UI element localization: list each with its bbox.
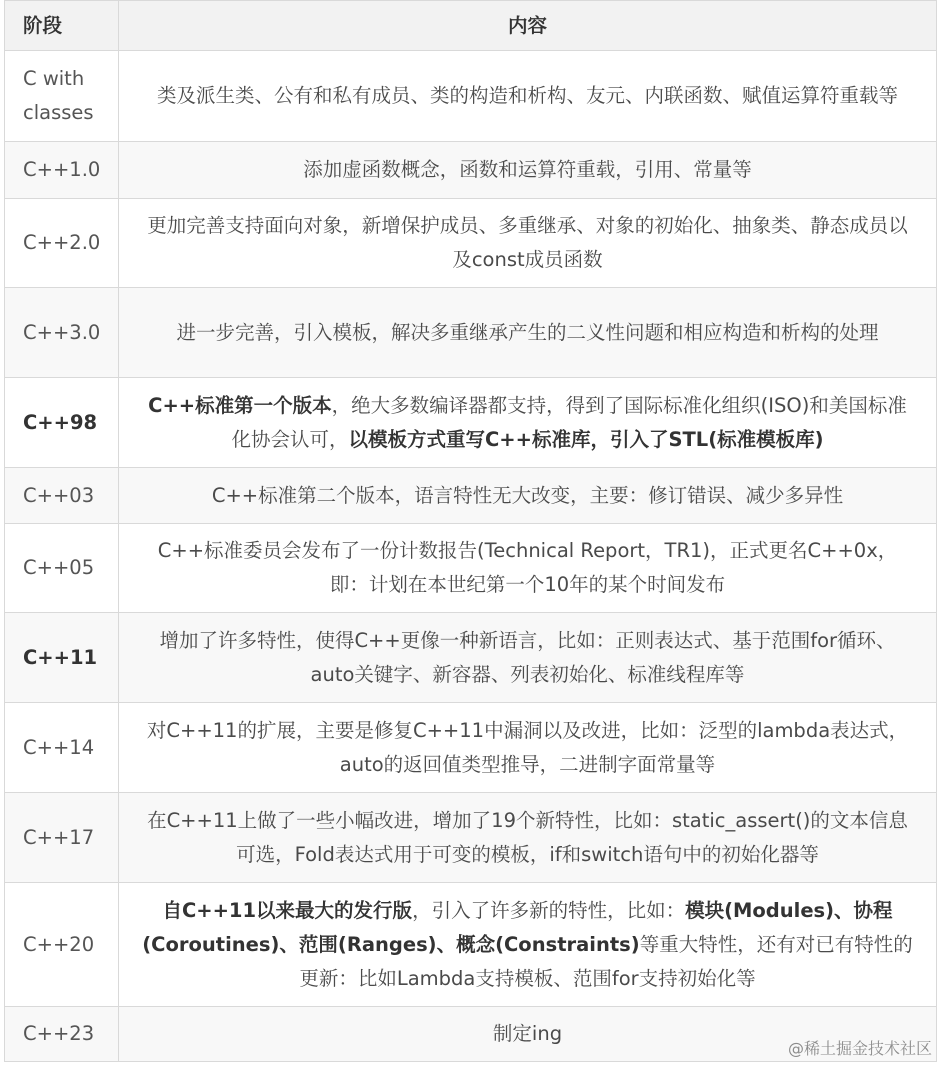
table-row <box>5 613 937 703</box>
content-emphasis: 以模板方式重写C++标准库，引入了STL(标准模板库) <box>348 427 824 451</box>
cpp-history-table <box>4 0 937 1062</box>
stage-cell: C++3.0 <box>5 288 119 378</box>
content-cell <box>119 288 937 378</box>
content-text: 等重大特性，还有对已有特性的更新：比如Lambda支持模板、范围for支持初始化等 <box>299 932 913 990</box>
stage-cell: C++98 <box>5 378 119 468</box>
table-row <box>5 883 937 1007</box>
content-emphasis: 自C++11以来最大的发行版 <box>162 898 413 922</box>
content-cell <box>119 613 937 703</box>
table-row <box>5 703 937 793</box>
table-row <box>5 199 937 288</box>
table-row <box>5 524 937 613</box>
stage-cell: C++14 <box>5 703 119 793</box>
column-header-content: 内容 <box>119 1 937 51</box>
stage-cell: C++23 <box>5 1007 119 1062</box>
content-cell <box>119 793 937 883</box>
content-text: C++标准第二个版本，语言特性无大改变，主要：修订错误、减少多异性 <box>211 483 844 507</box>
table-row <box>5 468 937 524</box>
content-cell <box>119 142 937 199</box>
stage-cell: C++17 <box>5 793 119 883</box>
content-text: C++标准委员会发布了一份计数报告(Technical Report，TR1)，正式更名C++0x，即：计划在本世纪第一个10年的某个时间发布 <box>157 539 898 596</box>
content-cell <box>119 468 937 524</box>
table-row <box>5 51 937 142</box>
table-row <box>5 793 937 883</box>
content-text: 类及派生类、公有和私有成员、类的构造和析构、友元、内联函数、赋值运算符重载等 <box>156 84 898 107</box>
content-text: 添加虚函数概念，函数和运算符重载，引用、常量等 <box>303 158 752 181</box>
content-cell <box>119 703 937 793</box>
content-text: ，绝大多数编译器都支持，得到了国际标准化组织(ISO)和美国标准化协会认可， <box>231 393 907 451</box>
table-header-row <box>5 1 937 51</box>
content-cell <box>119 883 937 1007</box>
content-cell <box>119 524 937 613</box>
stage-cell: C++11 <box>5 613 119 703</box>
stage-cell: C++1.0 <box>5 142 119 199</box>
content-text: 制定ing <box>492 1022 563 1045</box>
content-cell <box>119 378 937 468</box>
content-text: 增加了许多特性，使得C++更像一种新语言，比如：正则表达式、基于范围for循环、auto关键字、新容器、列表初始化、标准线程库等 <box>159 628 896 686</box>
content-emphasis: 模块(Modules)、协程(Coroutines)、范围(Ranges)、概念(Constraints) <box>142 898 893 956</box>
content-text: 更加完善支持面向对象，新增保护成员、多重继承、对象的初始化、抽象类、静态成员以及const成员函数 <box>147 214 908 271</box>
table-row <box>5 142 937 199</box>
stage-cell: C++20 <box>5 883 119 1007</box>
table-row <box>5 288 937 378</box>
stage-cell: C with classes <box>5 51 119 142</box>
content-text: 对C++11的扩展，主要是修复C++11中漏洞以及改进，比如：泛型的lambda表达式，auto的返回值类型推导，二进制字面常量等 <box>146 718 909 776</box>
column-header-stage: 阶段 <box>5 1 119 51</box>
content-cell <box>119 51 937 142</box>
content-text: ，引入了许多新的特性，比如： <box>412 898 686 922</box>
table-row <box>5 378 937 468</box>
stage-cell: C++2.0 <box>5 199 119 288</box>
content-emphasis: C++标准第一个版本 <box>148 393 332 417</box>
watermark: @稀土掘金技术社区 <box>787 1039 932 1058</box>
stage-cell: C++03 <box>5 468 119 524</box>
content-text: 进一步完善，引入模板，解决多重继承产生的二义性问题和相应构造和析构的处理 <box>176 320 879 344</box>
stage-cell: C++05 <box>5 524 119 613</box>
content-text: 在C++11上做了一些小幅改进，增加了19个新特性，比如：static_assert()的文本信息可选，Fold表达式用于可变的模板，if和switch语句中的初始化器等 <box>147 808 908 866</box>
content-cell <box>119 199 937 288</box>
